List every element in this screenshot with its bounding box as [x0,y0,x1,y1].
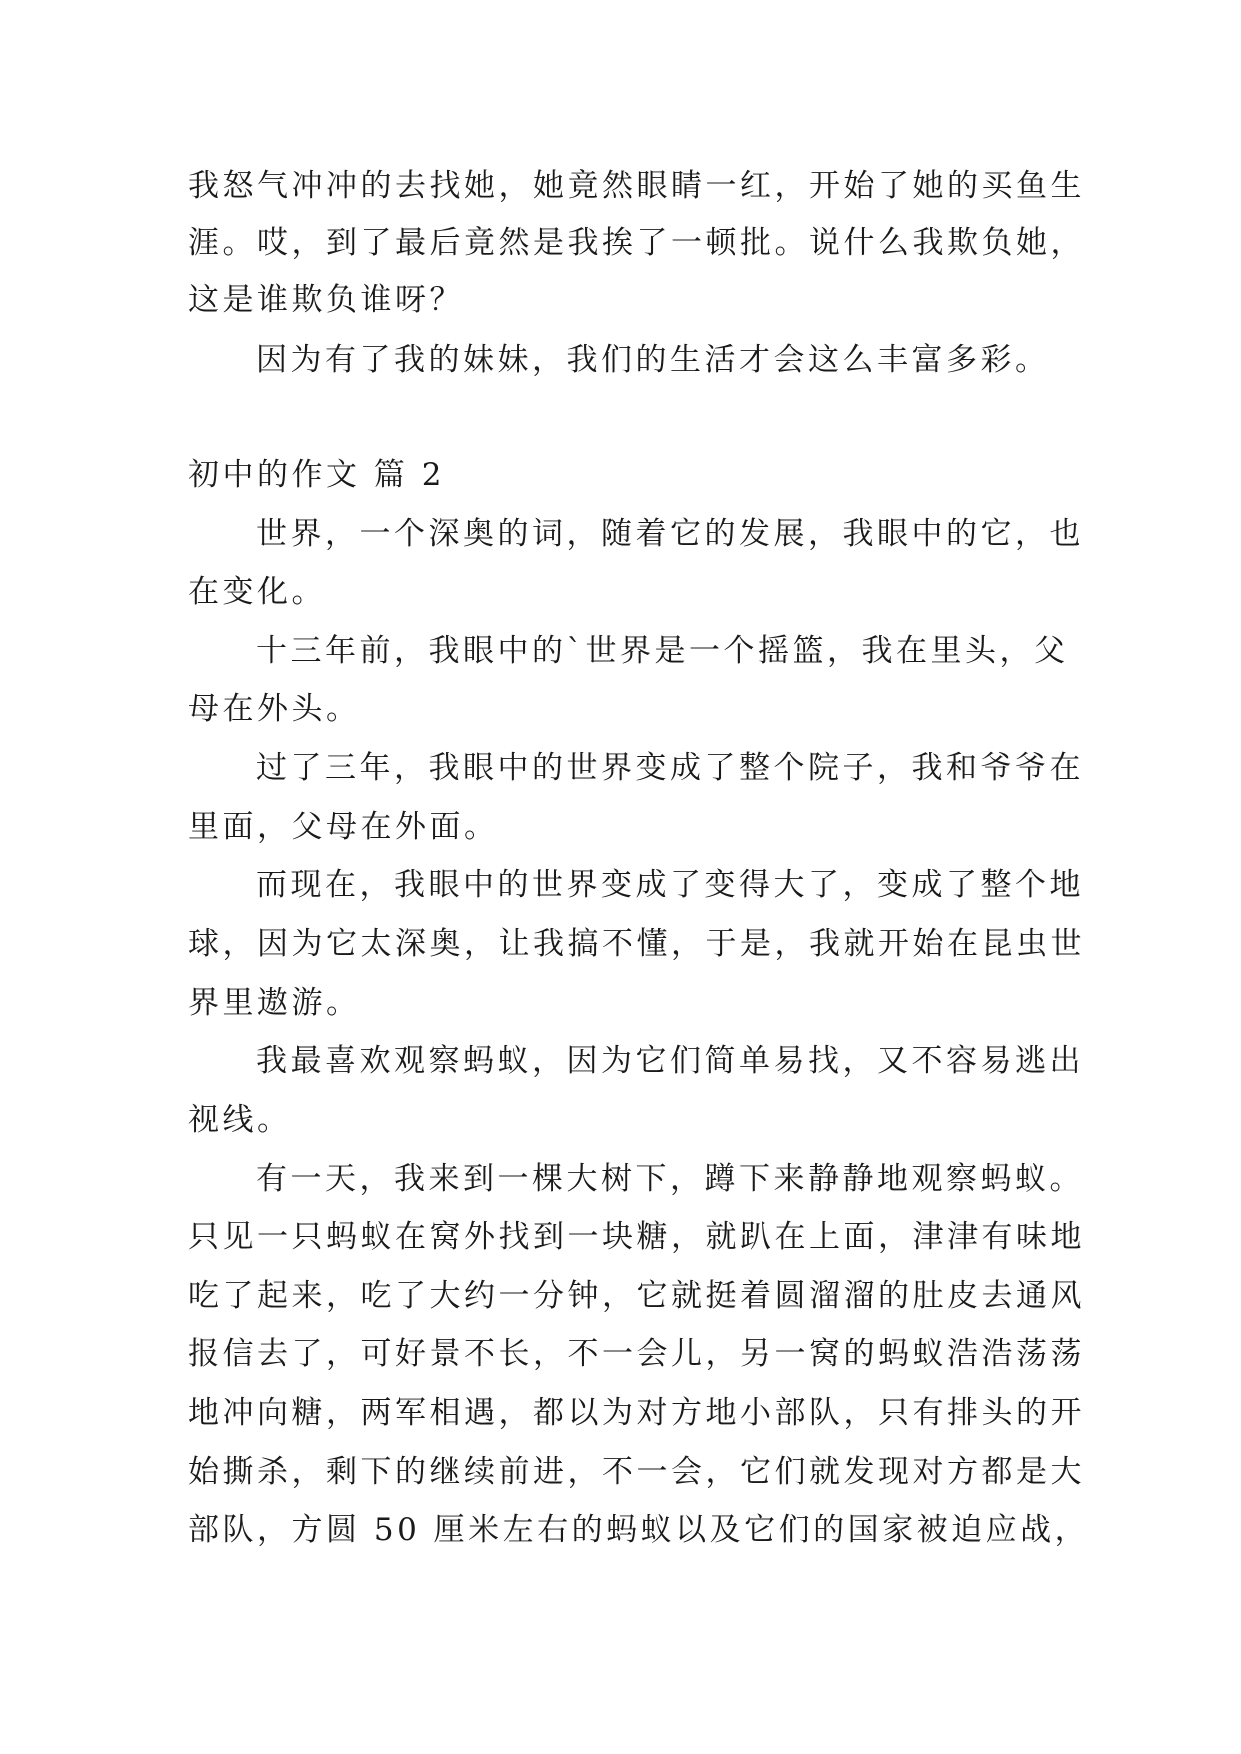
paragraph-line: 报信去了，可好景不长，不一会儿，另一窝的蚂蚁浩浩荡荡 [188,1336,1085,1372]
paragraph-line: 而现在，我眼中的世界变成了变得大了，变成了整个地 [256,867,1084,903]
paragraph-line: 始撕杀，剩下的继续前进，不一会，它们就发现对方都是大 [188,1454,1085,1490]
section-title: 初中的作文 篇 2 [188,457,445,493]
paragraph-line: 十三年前，我眼中的`世界是一个摇篮，我在里头，父 [256,633,1069,669]
paragraph-line: 在变化。 [188,574,326,610]
paragraph-line: 因为有了我的妹妹，我们的生活才会这么丰富多彩。 [256,342,1050,378]
paragraph-line: 地冲向糖，两军相遇，都以为对方地小部队，只有排头的开 [188,1395,1085,1431]
paragraph-line: 过了三年，我眼中的世界变成了整个院子，我和爷爷在 [256,750,1084,786]
paragraph-line: 吃了起来，吃了大约一分钟，它就挺着圆溜溜的肚皮去通风 [188,1278,1085,1314]
paragraph-line: 我最喜欢观察蚂蚁，因为它们简单易找，又不容易逃出 [256,1043,1084,1079]
paragraph-line: 我怒气冲冲的去找她，她竟然眼睛一红，开始了她的买鱼生 [188,168,1085,204]
paragraph-line: 涯。哎，到了最后竟然是我挨了一顿批。说什么我欺负她， [188,225,1085,261]
paragraph-line: 这是谁欺负谁呀？ [188,282,464,318]
paragraph-line: 母在外头。 [188,691,361,727]
paragraph-line: 视线。 [188,1102,292,1138]
paragraph-line: 部队，方圆 50 厘米左右的蚂蚁以及它们的国家被迫应战， [188,1512,1090,1548]
paragraph-line: 世界，一个深奥的词，随着它的发展，我眼中的它，也 [256,516,1084,552]
paragraph-line: 只见一只蚂蚁在窝外找到一块糖，就趴在上面，津津有味地 [188,1219,1085,1255]
paragraph-line: 有一天，我来到一棵大树下，蹲下来静静地观察蚂蚁。 [256,1161,1084,1197]
paragraph-line: 球，因为它太深奥，让我搞不懂，于是，我就开始在昆虫世 [188,926,1085,962]
paragraph-line: 界里遨游。 [188,985,361,1021]
paragraph-line: 里面，父母在外面。 [188,809,499,845]
